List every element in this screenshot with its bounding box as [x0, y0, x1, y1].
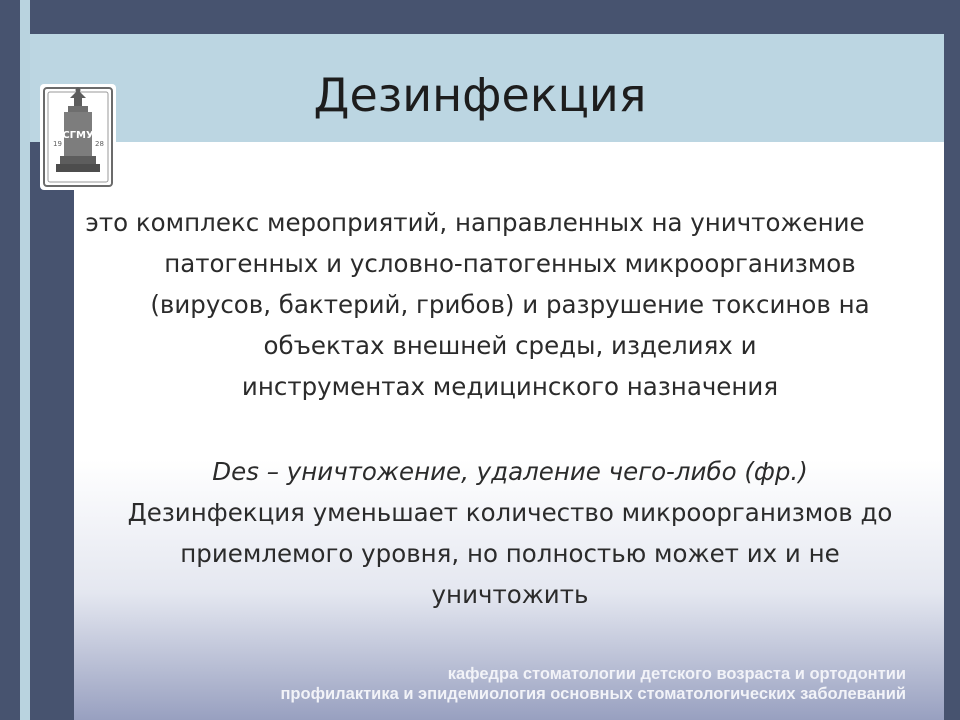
right-frame-bar: [944, 0, 960, 720]
slide-body: [78, 202, 942, 615]
definition-line: патогенных и условно-патогенных микроорганизмов: [164, 249, 856, 278]
left-frame-bar: [0, 0, 20, 720]
definition-line: (вирусов, бактерий, грибов) и разрушение токсинов на: [150, 290, 870, 319]
university-logo: [40, 84, 116, 190]
slide-title: Дезинфекция: [313, 68, 647, 122]
definition-paragraph: [78, 202, 942, 407]
note-line: уничтожить: [431, 580, 589, 609]
university-emblem-icon: [40, 84, 116, 190]
note-line: Дезинфекция уменьшает количество микроорганизмов до: [127, 498, 893, 527]
note-line: приемлемого уровня, но полностью может их и не: [180, 539, 840, 568]
top-frame-bar: [0, 0, 960, 34]
footer-department: [96, 664, 906, 704]
footer-line-department: кафедра стоматологии детского возраста и ортодонтии: [447, 665, 906, 683]
definition-line: объектах внешней среды, изделиях и: [263, 331, 757, 360]
definition-line: это комплекс мероприятий, направленных на уничтожение: [85, 208, 865, 237]
definition-line: инструментах медицинского назначения: [241, 372, 779, 401]
footer-line-course: профилактика и эпидемиология основных стоматологических заболеваний: [280, 685, 906, 703]
left-accent-stripe: [20, 0, 30, 720]
svg-text:СГМУ: СГМУ: [62, 130, 94, 141]
note-paragraph: [78, 492, 942, 615]
svg-text:19: 19: [53, 140, 62, 148]
etymology-text: Des – уничтожение, удаление чего-либо (фр.): [212, 457, 808, 486]
svg-text:28: 28: [95, 140, 104, 148]
